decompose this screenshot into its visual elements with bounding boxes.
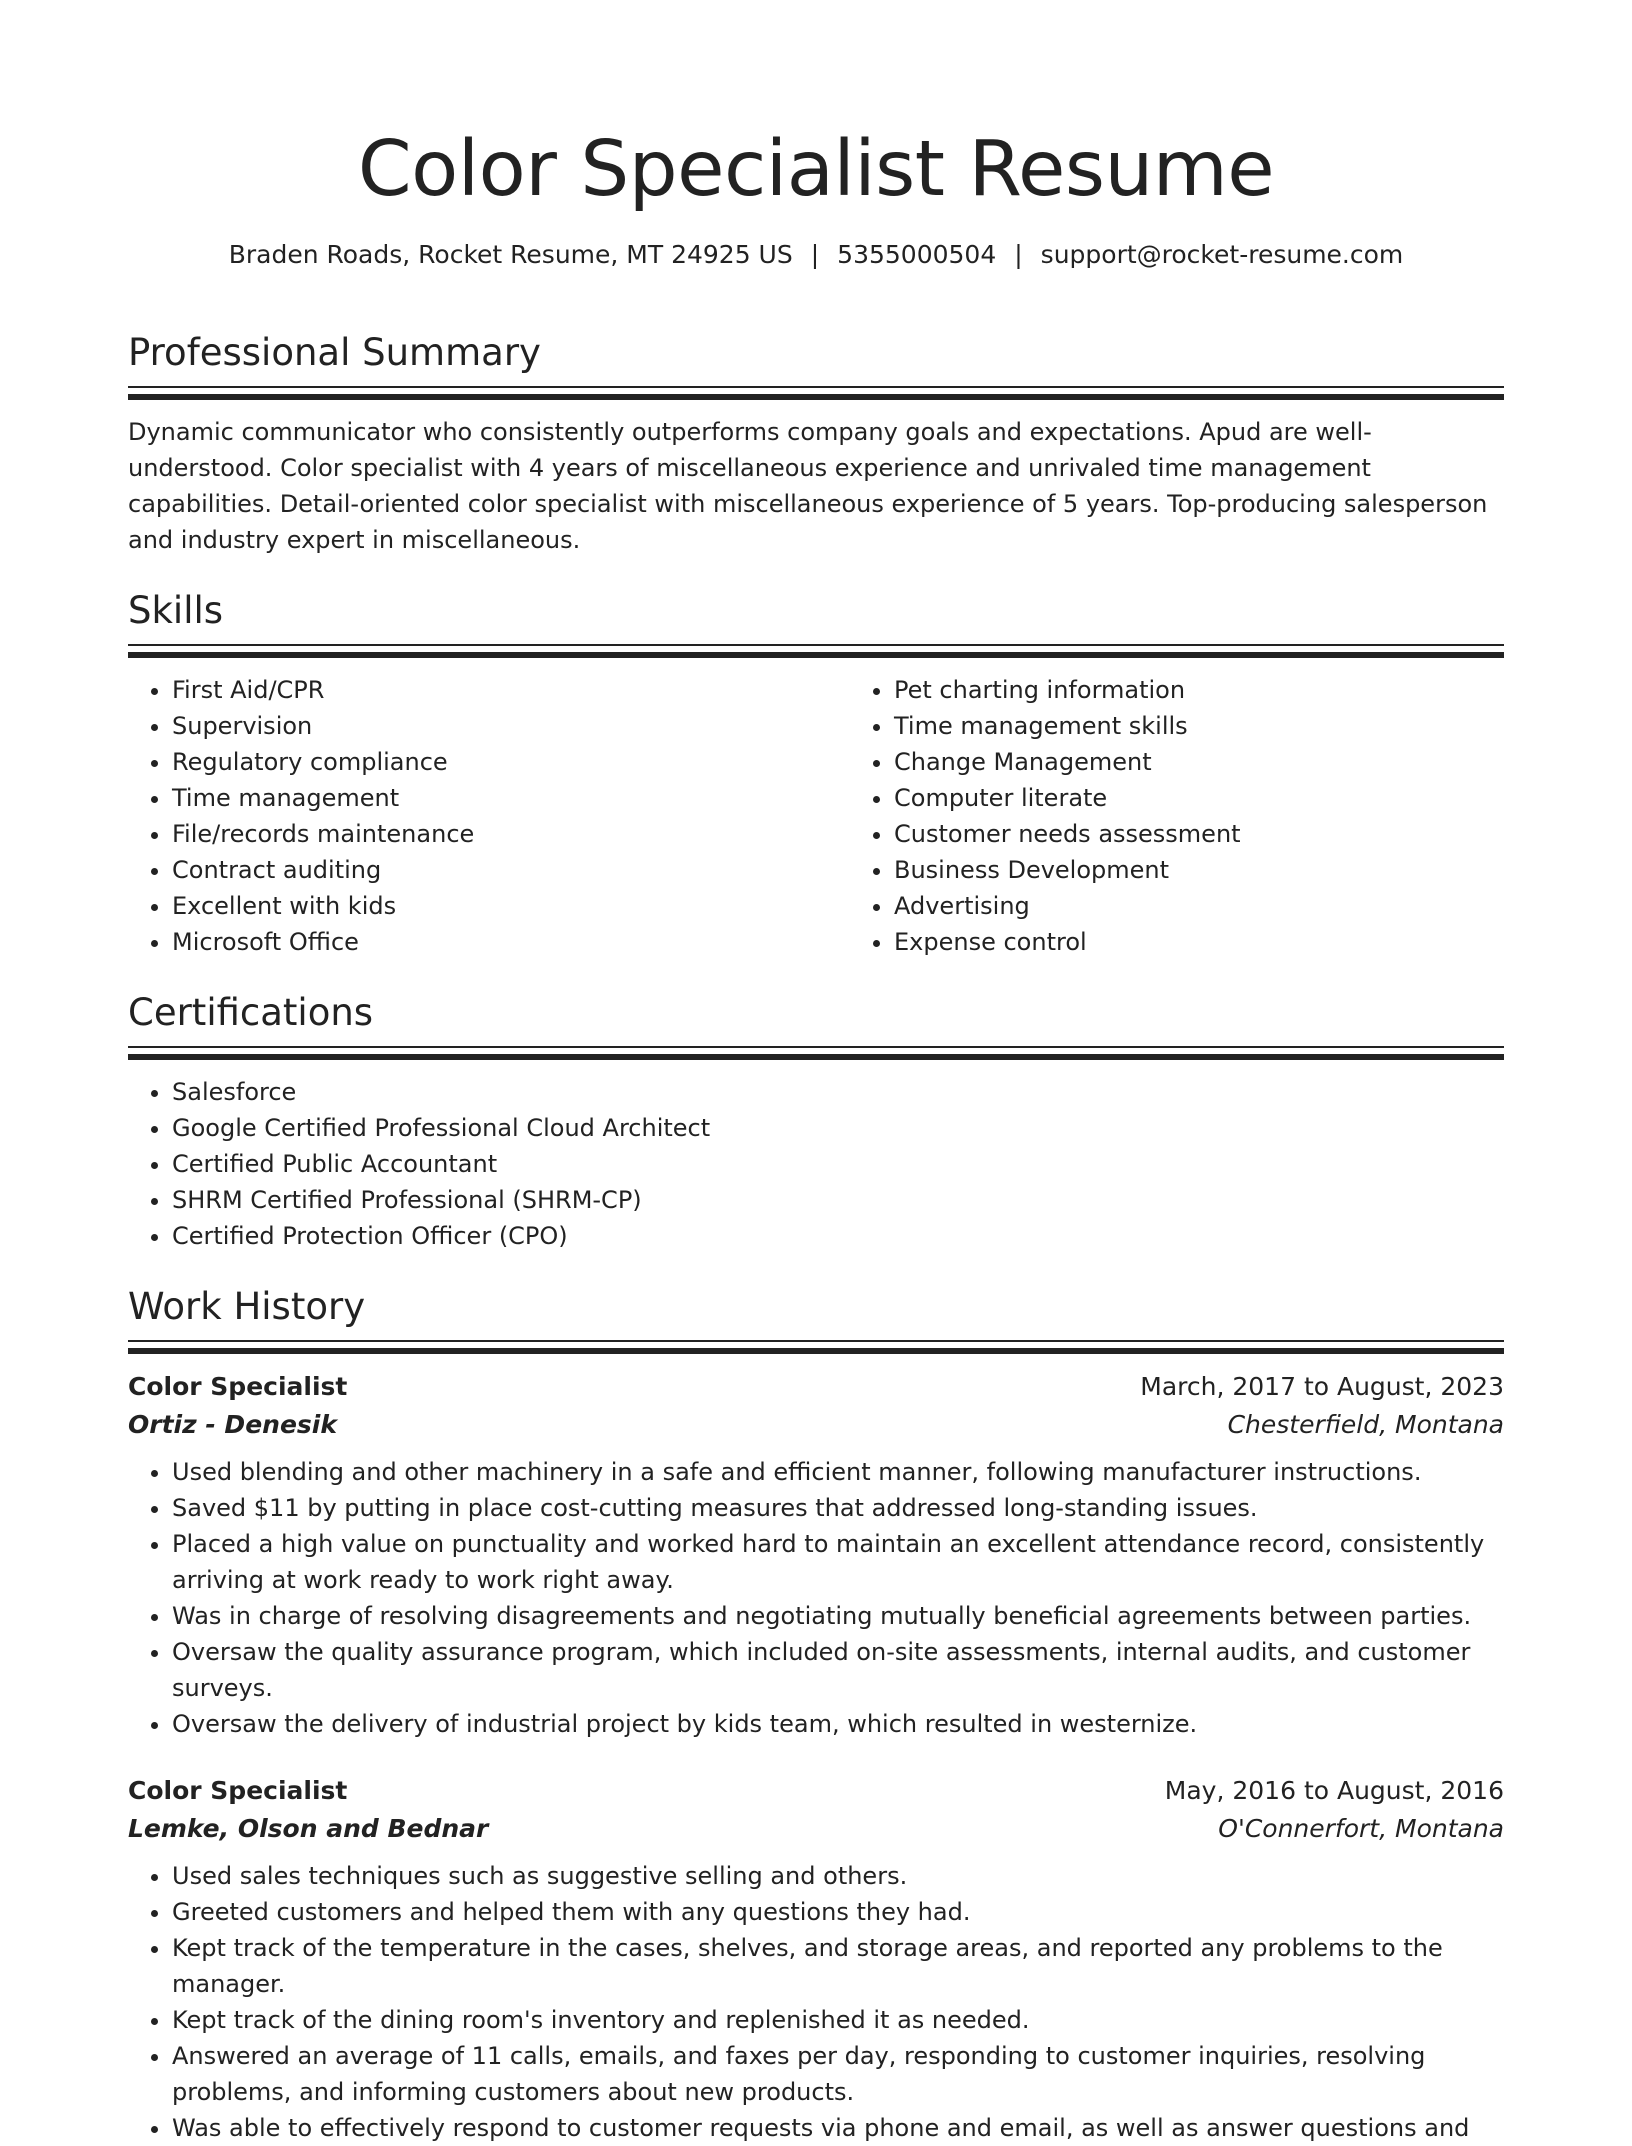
skill-item: • First Aid/CPR	[172, 672, 850, 708]
skill-item: • Computer literate	[894, 780, 1572, 816]
job-company: Ortiz - Denesik	[128, 1410, 337, 1439]
job-duty-item: • Greeted customers and helped them with any questions they had.	[172, 1894, 1504, 1930]
certifications-heading: Certifications	[128, 991, 374, 1034]
contact-email: support@rocket-resume.com	[1040, 240, 1404, 269]
certification-item: • Certified Protection Officer (CPO)	[172, 1218, 1504, 1254]
job-dates: May, 2016 to August, 2016	[1164, 1776, 1504, 1805]
job-duty-item: • Used blending and other machinery in a safe and efficient manner, following manufacturer instructions.	[172, 1454, 1504, 1490]
job-subheader	[128, 1406, 1504, 1444]
skill-item: • Supervision	[172, 708, 850, 744]
skill-item: • Contract auditing	[172, 852, 850, 888]
certification-item: • SHRM Certified Professional (SHRM-CP)	[172, 1182, 1504, 1218]
skill-item: • Expense control	[894, 924, 1572, 960]
contact-address: Braden Roads, Rocket Resume, MT 24925 US	[228, 240, 793, 269]
skills-list-right	[850, 672, 1572, 960]
summary-heading: Professional Summary	[128, 331, 541, 374]
work-history-heading: Work History	[128, 1285, 366, 1328]
job-duty-item: • Was in charge of resolving disagreements and negotiating mutually beneficial agreements between parties.	[172, 1598, 1504, 1634]
job-title: Color Specialist	[128, 1776, 348, 1805]
job-entry	[128, 1368, 1504, 1742]
job-duty-item: • Kept track of the dining room's inventory and replenished it as needed.	[172, 2002, 1504, 2038]
skill-item: • Pet charting information	[894, 672, 1572, 708]
skill-item: • Business Development	[894, 852, 1572, 888]
job-location: Chesterfield, Montana	[1227, 1410, 1504, 1439]
section-divider	[128, 644, 1504, 646]
job-duty-item: • Oversaw the delivery of industrial project by kids team, which resulted in westernize.	[172, 1706, 1504, 1742]
skill-item: • Excellent with kids	[172, 888, 850, 924]
section-divider	[128, 1340, 1504, 1342]
skill-item: • File/records maintenance	[172, 816, 850, 852]
skills-list-left	[128, 672, 850, 960]
job-duties-list	[128, 1454, 1504, 1742]
certifications-section	[128, 990, 1504, 1254]
job-company: Lemke, Olson and Bednar	[128, 1814, 489, 1843]
resume-page	[128, 0, 1504, 2146]
job-dates: March, 2017 to August, 2023	[1140, 1372, 1504, 1401]
certification-item: • Salesforce	[172, 1074, 1504, 1110]
job-title: Color Specialist	[128, 1372, 348, 1401]
summary-section	[128, 330, 1504, 558]
summary-text: Dynamic communicator who consistently outperforms company goals and expectations. Apud are well-understood. Color specialist with 4 years of miscellaneous experience and unrivaled time management capabilities. Detail-oriented color specialist with miscellaneous experience of 5 years. Top-producing salesperson and industry expert in miscellaneous.	[128, 418, 1488, 554]
skill-item: • Change Management	[894, 744, 1572, 780]
skills-section	[128, 588, 1504, 960]
certification-item: • Google Certified Professional Cloud Architect	[172, 1110, 1504, 1146]
job-subheader	[128, 1810, 1504, 1848]
job-duty-item: • Kept track of the temperature in the cases, shelves, and storage areas, and reported any problems to the manager.	[172, 1930, 1504, 2002]
job-entry	[128, 1772, 1504, 2146]
section-divider	[128, 1046, 1504, 1048]
job-duties-list	[128, 1858, 1504, 2146]
skill-item: • Customer needs assessment	[894, 816, 1572, 852]
section-divider	[128, 1348, 1504, 1354]
skill-item: • Advertising	[894, 888, 1572, 924]
section-divider	[128, 1054, 1504, 1060]
skill-item: • Time management	[172, 780, 850, 816]
job-duty-item: • Saved $11 by putting in place cost-cutting measures that addressed long-standing issues.	[172, 1490, 1504, 1526]
contact-separator: |	[810, 240, 820, 269]
section-divider	[128, 394, 1504, 400]
work-history-section	[128, 1284, 1504, 2146]
skill-item: • Microsoft Office	[172, 924, 850, 960]
job-duty-item: • Was able to effectively respond to customer requests via phone and email, as well as answer questions and	[172, 2110, 1504, 2146]
job-location: O'Connerfort, Montana	[1218, 1814, 1504, 1843]
skills-heading: Skills	[128, 589, 224, 632]
job-header	[128, 1368, 1504, 1406]
skill-item: • Regulatory compliance	[172, 744, 850, 780]
job-duty-item: • Placed a high value on punctuality and worked hard to maintain an excellent attendance record, consistently arriving at work ready to work right away.	[172, 1526, 1504, 1598]
job-header	[128, 1772, 1504, 1810]
skill-item: • Time management skills	[894, 708, 1572, 744]
section-divider	[128, 386, 1504, 388]
certification-item: • Certified Public Accountant	[172, 1146, 1504, 1182]
job-duty-item: • Answered an average of 11 calls, emails, and faxes per day, responding to customer inquiries, resolving problems, and informing customers about new products.	[172, 2038, 1504, 2110]
resume-title: Color Specialist Resume	[357, 125, 1275, 214]
certifications-list	[128, 1074, 1504, 1254]
job-duty-item: • Oversaw the quality assurance program, which included on-site assessments, internal audits, and customer surveys.	[172, 1634, 1504, 1706]
contact-line	[128, 238, 1504, 272]
skills-grid	[128, 658, 1504, 960]
job-duty-item: • Used sales techniques such as suggestive selling and others.	[172, 1858, 1504, 1894]
contact-separator: |	[1014, 240, 1023, 269]
contact-phone: 5355000504	[837, 240, 997, 269]
